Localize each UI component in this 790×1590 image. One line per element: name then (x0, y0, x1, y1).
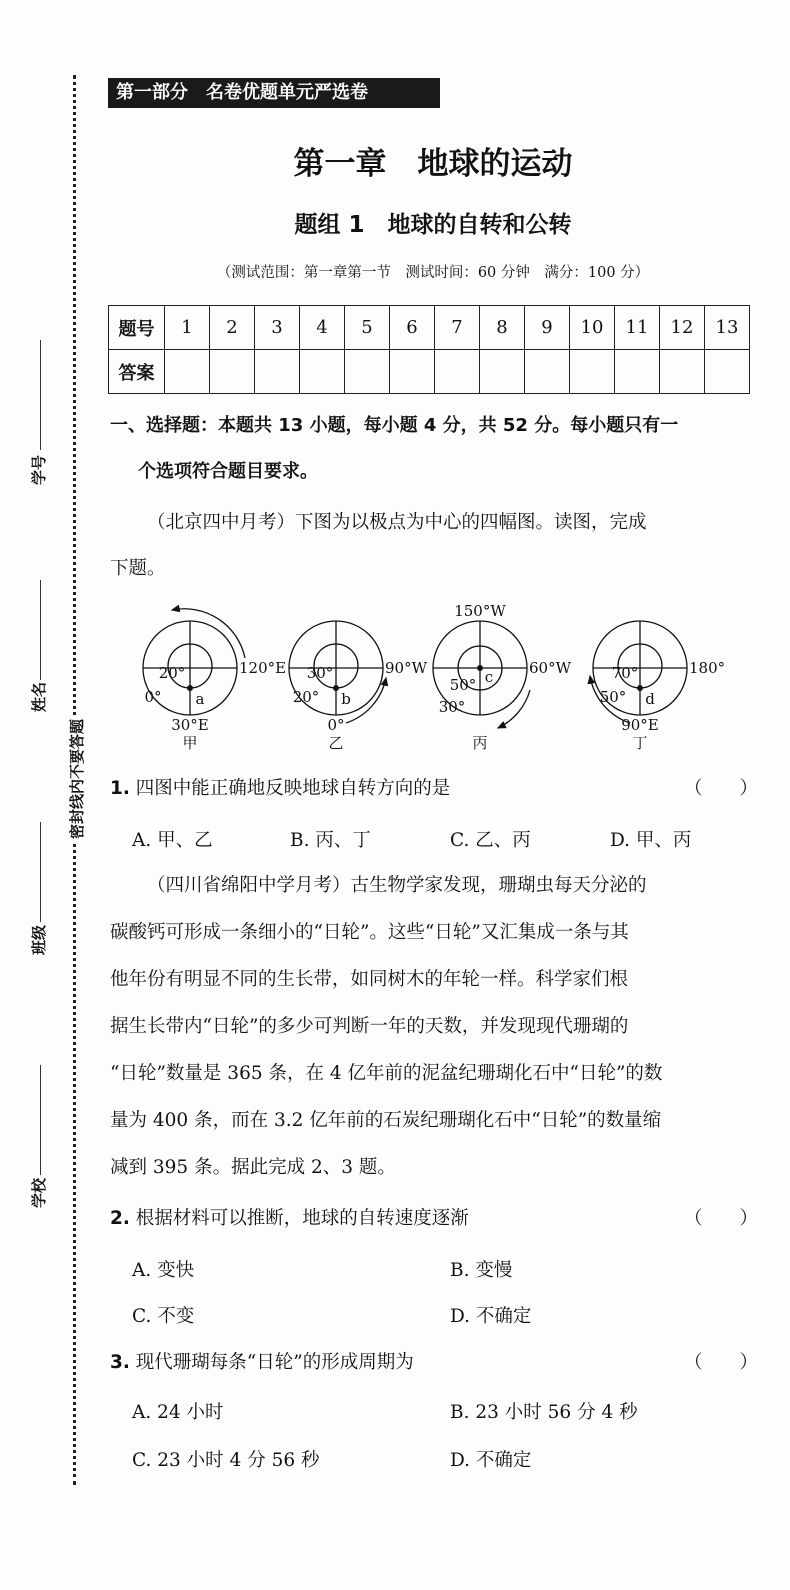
class-label: 班级 (30, 924, 48, 955)
q3-text: 现代珊瑚每条“日轮”的形成周期为 (135, 1352, 414, 1373)
q1-answer-blank[interactable]: （ ） (683, 778, 758, 799)
row-label-answer: 答案 (109, 350, 165, 394)
q2-option-d[interactable]: D. 不确定 (450, 1306, 532, 1327)
intro-2 (110, 862, 758, 1191)
figure-caption: 甲 (182, 734, 198, 752)
q3-option-d[interactable]: D. 不确定 (450, 1450, 532, 1471)
intro-2-line: （四川省绵阳中学月考）古生物学家发现，珊瑚虫每天分泌的 (147, 875, 647, 896)
question-number-cell: 11 (615, 306, 660, 350)
longitude-label: 20° (158, 664, 186, 682)
question-1 (110, 766, 758, 812)
question-number-cell: 4 (300, 306, 345, 350)
longitude-label: 90°W (385, 659, 428, 677)
question-number-cell: 1 (165, 306, 210, 350)
question-number-cell: 9 (525, 306, 570, 350)
test-info: （测试范围：第一章第一节 测试时间：60 分钟 满分：100 分） (216, 265, 650, 281)
q1-option-d[interactable]: D. 甲、丙 (610, 830, 692, 851)
longitude-label: 50° (599, 688, 627, 706)
q2-answer-blank[interactable]: （ ） (683, 1208, 758, 1229)
question-number-cell: 7 (435, 306, 480, 350)
longitude-label: 50° (449, 676, 477, 694)
intro-2-line: 碳酸钙可形成一条细小的“日轮”。这些“日轮”又汇集成一条与其 (110, 922, 629, 943)
longitude-label: 150°W (454, 602, 506, 620)
intro-2-line: 减到 395 条。据此完成 2、3 题。 (110, 1157, 396, 1178)
q1-text: 四图中能正确地反映地球自转方向的是 (135, 778, 451, 799)
intro-2-line: 量为 400 条，而在 3.2 亿年前的石炭纪珊瑚化石中“日轮”的数量缩 (110, 1110, 662, 1131)
q2-text: 根据材料可以推断，地球的自转速度逐渐 (135, 1208, 469, 1229)
name-label: 姓名 (30, 681, 48, 712)
q1-option-c[interactable]: C. 乙、丙 (450, 830, 531, 851)
group-title: 题组 1 地球的自转和公转 (294, 212, 572, 238)
point-label: c (484, 668, 494, 686)
intro-2-line: “日轮”数量是 365 条，在 4 亿年前的泥盆纪珊瑚化石中“日轮”的数 (110, 1063, 663, 1084)
point-marker (477, 665, 483, 671)
figure-caption: 丙 (472, 734, 488, 752)
q3-option-b[interactable]: B. 23 小时 56 分 4 秒 (450, 1402, 638, 1423)
q3-option-c[interactable]: C. 23 小时 4 分 56 秒 (132, 1450, 320, 1471)
figure-caption: 乙 (328, 734, 344, 752)
longitude-label: 20° (292, 688, 320, 706)
point-marker (333, 685, 339, 691)
longitude-label: 30° (438, 698, 466, 716)
question-number-cell: 6 (390, 306, 435, 350)
longitude-label: 30°E (171, 716, 209, 734)
seal-notice: 密封线内不要答题 (66, 716, 87, 842)
question-number-cell: 12 (660, 306, 705, 350)
intro-2-line: 据生长带内“日轮”的多少可判断一年的天数，并发现现代珊瑚的 (110, 1016, 629, 1037)
question-2 (110, 1196, 758, 1242)
part-banner: 第一部分 名卷优题单元严选卷 (108, 78, 440, 108)
q2-option-b[interactable]: B. 变慢 (450, 1260, 513, 1281)
point-marker (187, 685, 193, 691)
intro-2-line: 他年份有明显不同的生长带，如同树木的年轮一样。科学家们根 (110, 969, 629, 990)
longitude-label: 60°W (529, 659, 572, 677)
section-heading-line2: 个选项符合题目要求。 (138, 461, 318, 482)
school-label: 学校 (30, 1177, 48, 1208)
question-number-cell: 8 (480, 306, 525, 350)
point-label: d (645, 690, 655, 708)
q3-option-a[interactable]: A. 24 小时 (132, 1402, 224, 1423)
q2-number: 2. (110, 1208, 130, 1229)
section-heading-line1: 一、选择题：本题共 13 小题，每小题 4 分，共 52 分。每小题只有一 (110, 415, 679, 436)
intro-1-line1: （北京四中月考）下图为以极点为中心的四幅图。读图，完成 (147, 512, 647, 533)
longitude-label: 0° (327, 716, 345, 734)
question-number-cell: 2 (210, 306, 255, 350)
q3-number: 3. (110, 1352, 130, 1373)
figure-caption: 丁 (632, 734, 648, 752)
longitude-label: 120°E (239, 659, 287, 677)
point-label: a (195, 690, 205, 708)
question-number-cell: 10 (570, 306, 615, 350)
q2-option-c[interactable]: C. 不变 (132, 1306, 195, 1327)
question-number-cell: 5 (345, 306, 390, 350)
row-label-number: 题号 (109, 306, 165, 350)
question-number-cell: 13 (705, 306, 750, 350)
q1-option-a[interactable]: A. 甲、乙 (132, 830, 213, 851)
longitude-label: 180° (689, 659, 726, 677)
student-no-label: 学号 (30, 454, 48, 485)
question-number-cell: 3 (255, 306, 300, 350)
longitude-label: 30° (306, 664, 334, 682)
q3-answer-blank[interactable]: （ ） (683, 1352, 758, 1373)
intro-1-line2: 下题。 (110, 558, 166, 579)
question-3 (110, 1340, 758, 1386)
q1-number: 1. (110, 778, 130, 799)
longitude-label: 70° (611, 664, 639, 682)
point-label: b (341, 690, 351, 708)
chapter-title: 第一章 地球的运动 (293, 146, 573, 182)
q1-option-b[interactable]: B. 丙、丁 (290, 830, 371, 851)
q2-option-a[interactable]: A. 变快 (132, 1260, 195, 1281)
point-marker (637, 685, 643, 691)
longitude-label: 0° (144, 688, 162, 706)
longitude-label: 90°E (621, 716, 659, 734)
